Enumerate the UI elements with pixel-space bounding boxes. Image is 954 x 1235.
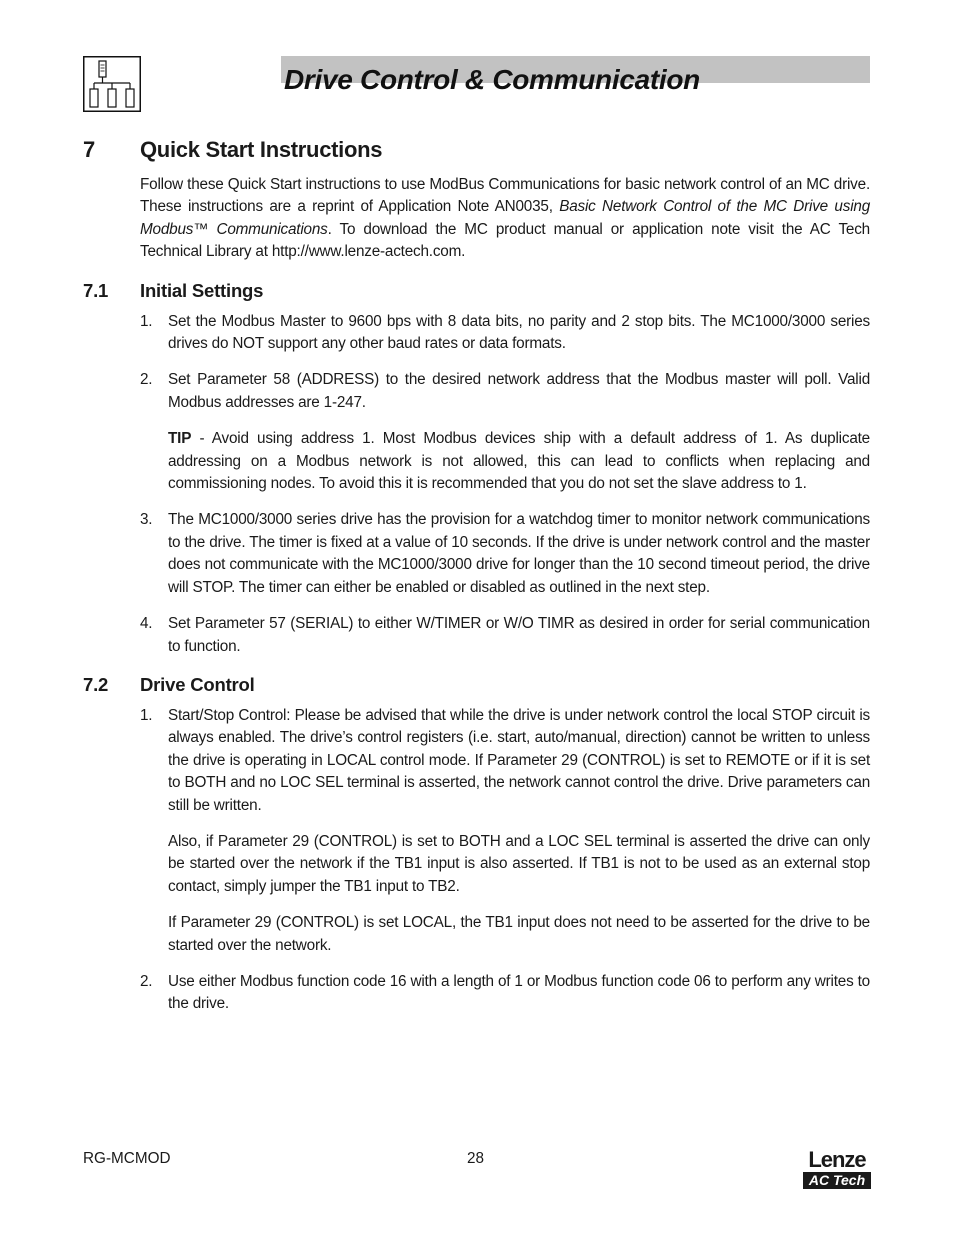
tip-paragraph — [168, 428, 870, 495]
footer-page-number: 28 — [467, 1150, 485, 1167]
list-item-text: Set Parameter 57 (SERIAL) to either W/TIMER or W/O TIMR as desired in order for serial communication to function. — [168, 615, 870, 655]
subsection-title: Drive Control — [140, 673, 255, 695]
list-item-paragraph: Also, if Parameter 29 (CONTROL) is set to BOTH and a LOC SEL terminal is asserted the drive can only be started over the network if the TB1 input is also asserted. If TB1 is not to be used as an external stop contact, simply jumper the TB1 input to TB2. — [168, 832, 870, 895]
list-item-paragraph: If Parameter 29 (CONTROL) is set LOCAL, the TB1 input does not need to be asserted for the drive to be started over the network. — [168, 914, 870, 954]
section-number: 7 — [83, 137, 95, 162]
list-item — [83, 971, 870, 1016]
list-item — [83, 369, 870, 495]
list-item-text: Use either Modbus function code 16 with a length of 1 or Modbus function code 06 to perform any writes to the drive. — [168, 972, 870, 1013]
footer-doc-id: RG-MCMOD — [83, 1150, 171, 1167]
list-item-text: Set the Modbus Master to 9600 bps with 8 data bits, no parity and 2 stop bits. The MC1000/3000 series drives do NOT support any other baud rates or data formats. — [168, 312, 870, 353]
section-heading — [83, 134, 870, 166]
section-title: Quick Start Instructions — [140, 137, 383, 162]
subsection-title: Initial Settings — [140, 279, 264, 301]
tip-text: - Avoid using address 1. Most Modbus devices ship with a default address of 1. As duplicate addressing on a Modbus network is not allowed, this can lead to conflicts when replacing and commissioning nodes. To avoid this it is recommended that you do not set the slave address to 1. — [168, 430, 870, 493]
list-item-number: 3. — [140, 511, 153, 529]
logo-bottom-text: AC Tech — [803, 1172, 871, 1189]
list-item — [83, 509, 870, 599]
list-item-number: 2. — [140, 371, 153, 389]
subsection-number: 7.1 — [83, 279, 109, 301]
page-header-title: Drive Control & Communication — [284, 64, 700, 95]
list-item-number: 4. — [140, 615, 153, 633]
network-diagram-icon — [83, 56, 141, 112]
logo-top-text: Lenze — [808, 1147, 866, 1172]
list-item-text: The MC1000/3000 series drive has the provision for a watchdog timer to monitor network communications to the drive. The timer is fixed at a value of 10 seconds. If the drive is under network control and the master does not communicate with the MC1000/3000 drive for longer than the 10 second timeout period, the drive will STOP. The timer can either be enabled or disabled as outlined in the next step. — [168, 511, 870, 596]
intro-text-end: . To download the MC product manual or application note visit the AC Tech Technical Library at http://www.lenze-actech.com. — [140, 220, 870, 261]
lenze-logo — [803, 1148, 871, 1189]
intro-italic-text: Basic Network Control of the MC Drive using Modbus™ Communications — [140, 198, 871, 238]
list-item-text: Start/Stop Control: Please be advised that while the drive is under network control the local STOP circuit is always enabled. The drive’s control registers (i.e. start, auto/manual, direction) cannot be written to unless the drive is operating in LOCAL control mode. If Parameter 29 (CONTROL) is set to REMOTE or if it is set to BOTH and no LOC SEL terminal is asserted, the network cannot control the drive. Drive parameters can still be written. — [168, 706, 870, 814]
tip-label: TIP — [168, 430, 192, 448]
section-intro — [140, 174, 870, 264]
list-item-number: 1. — [140, 706, 153, 724]
list-item — [83, 613, 870, 658]
list-item-number: 2. — [140, 972, 153, 990]
list-item — [83, 311, 870, 356]
subsection-number: 7.2 — [83, 673, 109, 695]
intro-text: Follow these Quick Start instructions to use ModBus Communications for basic network control of an MC drive. These instructions are a reprint of Application Note AN0035, — [140, 176, 870, 216]
list-item-text: Set Parameter 58 (ADDRESS) to the desired network address that the Modbus master will poll. Valid Modbus addresses are 1-247. — [168, 371, 870, 411]
subsection-heading-7-2 — [83, 672, 870, 698]
main-content — [83, 134, 870, 1030]
list-item-number: 1. — [140, 312, 153, 330]
subsection-heading-7-1 — [83, 278, 870, 304]
list-item — [83, 705, 870, 957]
